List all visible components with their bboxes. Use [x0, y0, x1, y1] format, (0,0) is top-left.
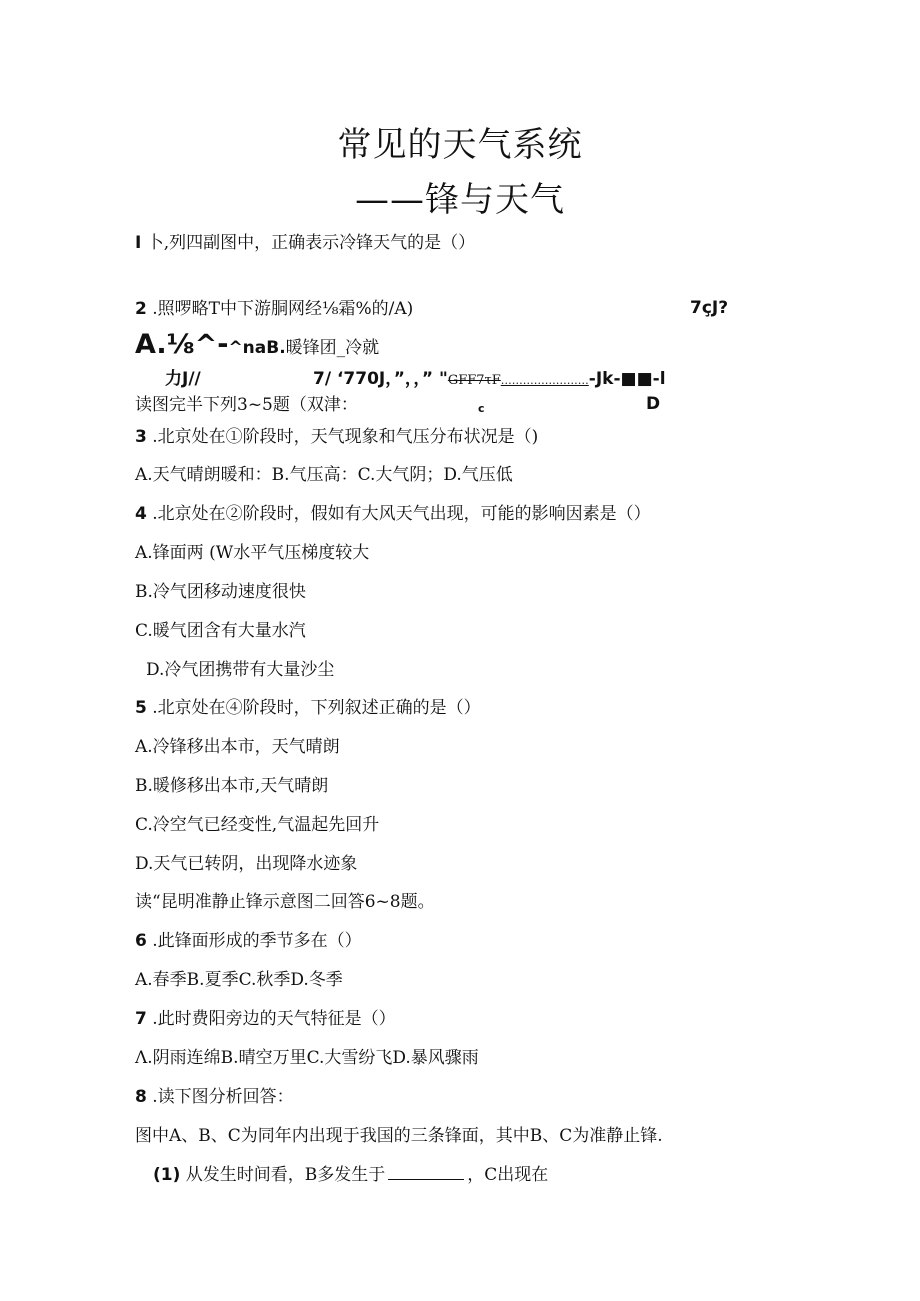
- question-8: [135, 1086, 294, 1108]
- question-text: .北京处在②阶段时，假如有大风天气出现，可能的影响因素是（）: [152, 504, 651, 524]
- part-number: (1): [153, 1165, 181, 1185]
- instruction-3-5: 读图完半下列3~5题（双津：: [135, 395, 358, 415]
- instruction-mark: c: [478, 402, 485, 415]
- question-6: [135, 930, 362, 952]
- page-title: 常见的天气系统: [337, 125, 583, 165]
- question-2-right-text: 7çJ?: [690, 298, 729, 318]
- option-b: ^naB.: [228, 338, 286, 358]
- question-6-options: A.春季B.夏季C.秋季D.冬季: [135, 970, 343, 990]
- part-text-before: 从发生时间看，B多发生于: [185, 1165, 386, 1185]
- part-text-after: ，C出现在: [467, 1165, 549, 1185]
- question-4-option-d: D.冷气团携带有大量沙尘: [146, 660, 335, 680]
- question-3-options: A.天气晴朗暖和：B.气压高：C.大气阴；D.气压低: [135, 465, 513, 485]
- option-c: 暖锋团_冷就: [285, 338, 380, 358]
- question-text: .此锋面形成的季节多在（）: [152, 931, 362, 951]
- question-2: [135, 298, 413, 320]
- question-number: 4: [135, 504, 147, 524]
- instruction-6-8: 读“昆明准静止锋示意图二回答6~8题。: [135, 892, 435, 912]
- question-number: I: [135, 233, 142, 253]
- question-5: [135, 697, 481, 719]
- question-5-option-b: B.暖修移出本市,天气晴朗: [135, 776, 329, 796]
- question-7: [135, 1008, 396, 1030]
- question-4-option-c: C.暖气团含有大量水汽: [135, 621, 306, 641]
- question-number: 7: [135, 1009, 147, 1029]
- question-number: 6: [135, 931, 147, 951]
- question-text: .北京处在④阶段时，下列叙述正确的是（）: [152, 698, 481, 718]
- question-text: 卜,列四副图中，正确表示冷锋天气的是（）: [146, 233, 476, 253]
- question-4: [135, 503, 651, 525]
- answer-blank[interactable]: [388, 1165, 464, 1180]
- question-8-part-1: [153, 1164, 548, 1186]
- question-4-option-b: B.冷气团移动速度很快: [135, 582, 306, 602]
- question-number: 3: [135, 427, 147, 447]
- question-text: .北京处在①阶段时，天气现象和气压分布状况是（): [152, 427, 539, 447]
- question-number: 2: [135, 299, 147, 319]
- question-1: [135, 232, 475, 254]
- instruction-right-text: D: [646, 394, 661, 414]
- question-number: 8: [135, 1087, 147, 1107]
- question-5-option-d: D.天气已转阴，出现降水迹象: [135, 854, 358, 874]
- question-text: .读下图分析回答：: [152, 1087, 294, 1107]
- struck-text: GFF7τF: [447, 373, 501, 388]
- question-text: .此时费阳旁边的天气特征是（）: [152, 1009, 396, 1029]
- question-3: [135, 426, 538, 448]
- question-2-options: [135, 329, 380, 360]
- question-4-option-a: A.锋面两 (W水平气压梯度较大: [135, 543, 370, 563]
- question-text: .照啰略T中下游胴网经⅛霜%的/A): [152, 299, 414, 319]
- line-right-text: -Jk-■■-l: [588, 369, 666, 389]
- question-7-options: Λ.阴雨连绵B.晴空万里C.大雪纷飞D.暴风骤雨: [135, 1048, 479, 1068]
- question-number: 5: [135, 698, 147, 718]
- question-8-intro: 图中A、B、C为同年内出现于我国的三条锋面，其中B、C为准静止锋.: [135, 1126, 663, 1146]
- question-2-line-2: [165, 368, 666, 392]
- page-subtitle: ——锋与天气: [355, 180, 565, 220]
- option-a: A.⅛^-: [135, 329, 229, 360]
- line-mid-text: 7/ ‘770J，”，，” ": [313, 369, 448, 389]
- dotted-text: ……………………: [500, 374, 589, 387]
- line-left-text: 力J//: [165, 369, 201, 389]
- question-5-option-c: C.冷空气已经变性,气温起先回升: [135, 815, 380, 835]
- question-5-option-a: A.冷锋移出本市，天气晴朗: [135, 737, 340, 757]
